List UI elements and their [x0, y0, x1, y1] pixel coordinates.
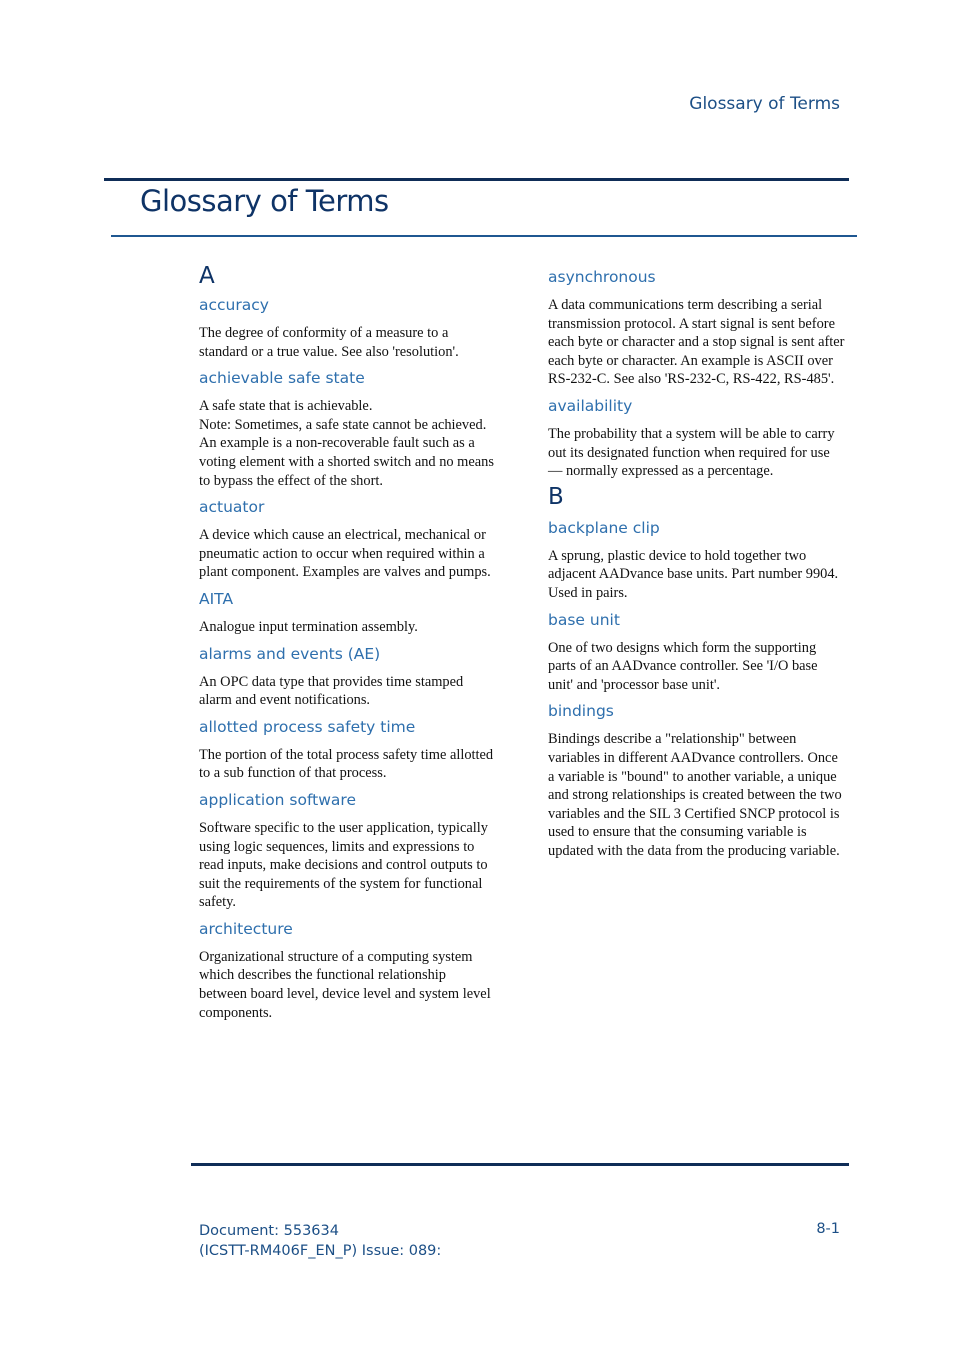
glossary-entry: [548, 517, 846, 603]
term-alarms-and-events: alarms and events (AE): [199, 644, 381, 663]
title-rule: [111, 235, 857, 237]
glossary-entry: [199, 367, 497, 490]
running-head: Glossary of Terms: [689, 94, 840, 114]
glossary-entry: [548, 700, 846, 860]
term-backplane-clip: backplane clip: [548, 518, 660, 537]
definition: A sprung, plastic device to hold together two adjacent AADvance base units. Part number 9904. Used in pairs.: [548, 547, 839, 601]
section-letter-a: A: [199, 263, 215, 289]
definition: One of two designs which form the supporting parts of an AADvance controller. See 'I/O base unit' and 'processor base unit'.: [548, 639, 818, 693]
glossary-entry: [199, 496, 497, 582]
definition: Analogue input termination assembly.: [199, 618, 418, 635]
definition: Software specific to the user application, typically using logic sequences, limits and expressions to read inputs, make decisions and control outputs to suit the requirements of the system for functional safety.: [199, 819, 488, 911]
glossary-entry: [199, 588, 497, 637]
top-rule: [104, 178, 849, 181]
page-number: 8-1: [816, 1221, 840, 1237]
definition: Bindings describe a "relationship" between variables in different AADvance controllers. Once a variable is "bound" to another variable, a unique and strong relationships is created between the two variables and the SIL 3 Certified SNCP protocol is used to ensure that the consuming variable is updated with the data from the producing variable.: [548, 731, 842, 859]
definition-note: Note: Sometimes, a safe state cannot be achieved. An example is a non-recoverable fault such as a voting element with a shorted switch and no means to bypass the effect of the short.: [199, 416, 494, 489]
definition: A device which cause an electrical, mechanical or pneumatic action to occur when required within a plant component. Examples are valves and pumps.: [199, 527, 491, 581]
term-aita: AITA: [199, 589, 234, 608]
glossary-entry: [199, 789, 497, 912]
definition: The degree of conformity of a measure to a standard or a true value. See also 'resolution'.: [199, 325, 459, 360]
term-asynchronous: asynchronous: [548, 268, 656, 286]
term-application-software: application software: [199, 790, 356, 809]
definition: A data communications term describing a serial transmission protocol. A start signal is sent before each byte or character and a stop signal is sent after each byte or character. An example is ASCII over RS-232-C. See also 'RS-232-C, RS-422, RS-485'.: [548, 297, 845, 388]
definition: [199, 397, 497, 490]
definition: The probability that a system will be able to carry out its designated function when required for use — normally expressed as a percentage.: [548, 425, 835, 480]
glossary-entry: [199, 294, 497, 361]
page-title: Glossary of Terms: [140, 184, 389, 218]
definition: An OPC data type that provides time stamped alarm and event notifications.: [199, 673, 464, 709]
glossary-entry: [199, 643, 497, 710]
definition: The portion of the total process safety time allotted to a sub function of that process.: [199, 746, 494, 782]
glossary-entry: [199, 918, 497, 1022]
term-accuracy: accuracy: [199, 296, 269, 314]
footer-rule: [191, 1163, 849, 1166]
section-letter-b: B: [548, 483, 564, 510]
definition-text: A safe state that is achievable.: [199, 398, 373, 415]
term-allotted-process-safety-time: allotted process safety time: [199, 717, 416, 736]
glossary-column-left: [199, 262, 497, 1022]
term-achievable-safe-state: achievable safe state: [199, 369, 365, 388]
footer-document-info: [199, 1221, 441, 1261]
glossary-entry: [548, 266, 846, 389]
term-actuator: actuator: [199, 498, 265, 517]
glossary-entry: [199, 716, 497, 783]
definition: Organizational structure of a computing system which describes the functional relationship between board level, device level and system level components.: [199, 948, 491, 1021]
term-bindings: bindings: [548, 702, 614, 721]
glossary-column-right: [548, 266, 846, 860]
glossary-entry: [548, 395, 846, 481]
term-availability: availability: [548, 396, 633, 415]
glossary-entry: [548, 609, 846, 695]
footer-issue: (ICSTT-RM406F_EN_P) Issue: 089:: [199, 1243, 442, 1259]
footer-document-number: Document: 553634: [199, 1223, 339, 1239]
term-base-unit: base unit: [548, 610, 620, 629]
term-architecture: architecture: [199, 919, 293, 938]
